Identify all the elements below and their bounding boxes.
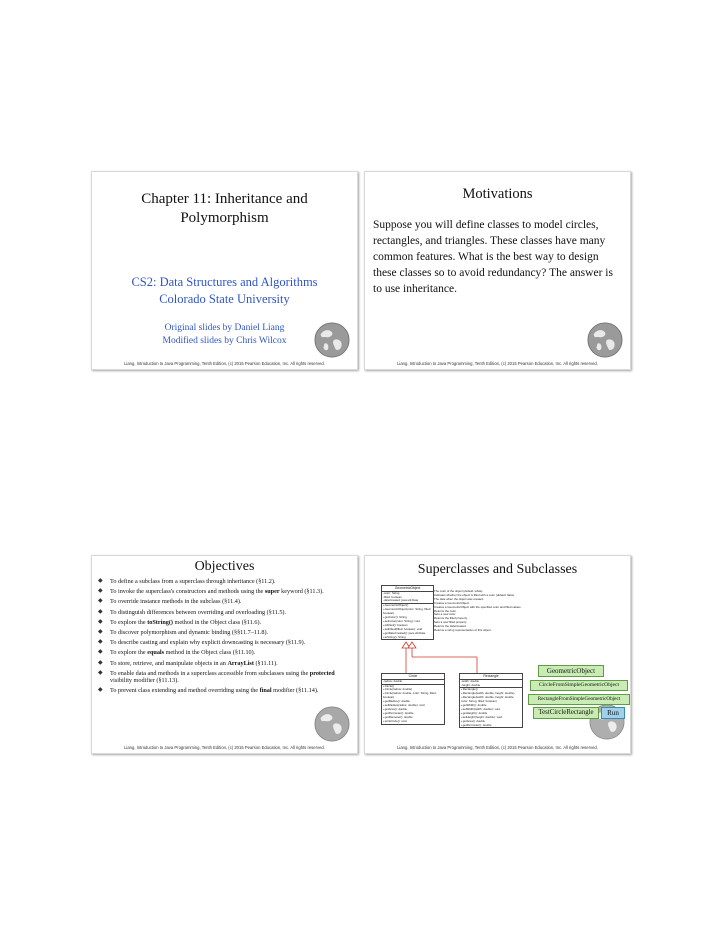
test-circle-rectangle-link-button[interactable]: TestCircleRectangle bbox=[533, 707, 599, 719]
diamond-bullet-icon: ◆ bbox=[98, 649, 103, 656]
slide-body: Suppose you will define classes to model circles, rectangles, and triangles. These classes have many common features. What is the best way to design these classes so to avoid redundancy? The answer is to use inheritance. bbox=[373, 219, 613, 295]
uml-fields: -radius: double bbox=[382, 680, 444, 685]
rectangle-from-simple-link-button[interactable]: RectangleFromSimpleGeometricObject bbox=[528, 694, 630, 705]
title-line-2: Polymorphism bbox=[180, 210, 269, 226]
diamond-bullet-icon: ◆ bbox=[98, 598, 103, 605]
uml-class-name: Rectangle bbox=[460, 674, 522, 680]
title-line-1: Chapter 11: Inheritance and bbox=[141, 191, 308, 207]
list-item: ◆ To prevent class extending and method overriding using the final modifier (§11.14). bbox=[98, 687, 319, 695]
modified-credit: Modified slides by Chris Wilcox bbox=[162, 336, 287, 346]
slide-footer: Liang, Introduction to Java Programming, Tenth Edition, (c) 2015 Pearson Education, Inc. All rights reserved. bbox=[124, 360, 325, 366]
diamond-bullet-icon: ◆ bbox=[98, 588, 103, 595]
slide-3 bbox=[91, 555, 358, 754]
globe-icon bbox=[313, 705, 351, 743]
list-item: ◆ To discover polymorphism and dynamic binding (§§11.7–11.8). bbox=[98, 628, 269, 636]
slide-footer: Liang, Introduction to Java Programming, Tenth Edition, (c) 2015 Pearson Education, Inc. All rights reserved. bbox=[124, 744, 325, 750]
circle-arrowhead bbox=[402, 642, 410, 648]
rectangle-arrowhead bbox=[408, 642, 416, 648]
globe-icon bbox=[586, 321, 624, 359]
uml-class-name: Circle bbox=[382, 674, 444, 680]
slide-4 bbox=[364, 555, 631, 754]
circle-uml-box bbox=[381, 673, 445, 725]
list-item: ◆ To override instance methods in the subclass (§11.4). bbox=[98, 598, 242, 606]
list-item: ◆ To distinguish differences between overriding and overloading (§11.5). bbox=[98, 608, 287, 616]
course-name: CS2: Data Structures and Algorithms bbox=[131, 275, 318, 289]
geometric-object-uml-box bbox=[381, 585, 434, 640]
list-item: ◆ To describe casting and explain why explicit downcasting is necessary (§11.9). bbox=[98, 639, 306, 647]
diamond-bullet-icon: ◆ bbox=[98, 639, 103, 646]
original-credit: Original slides by Daniel Liang bbox=[164, 323, 285, 333]
uml-fields: -width: double -height: double bbox=[460, 680, 522, 689]
uml-descriptions: The color of the object (default: white). Indicates whether the object is filled with a color (default: false). The date when the object was created. Creates a GeometricObject. Creates a GeometricObject with the specified color and filled values. Returns the color. Sets a new color. Returns the filled property. Sets a new filled property. Returns the dateCreated. Returns a string representation of this object. bbox=[434, 589, 522, 633]
list-item: ◆ To enable data and methods in a superclass accessible from subclasses using the protected visibility modifier (§11.13). bbox=[98, 669, 335, 685]
slide-title bbox=[92, 190, 357, 228]
list-item: ◆ To invoke the superclass's constructors and methods using the super keyword (§11.3). bbox=[98, 588, 324, 596]
diamond-bullet-icon: ◆ bbox=[98, 687, 103, 694]
uml-methods: +Rectangle() +Rectangle(width: double, height: double) +Rectangle(width: double, height: double, color: String, filled: boolean) +getWidth(): double +setWidth(width: double): void +getHeight(): double +setHeight(height: double): void +getArea(): double +getPerimeter(): double bbox=[461, 687, 515, 727]
slide-1 bbox=[91, 171, 358, 370]
diamond-bullet-icon: ◆ bbox=[98, 578, 103, 584]
uml-class-name: GeometricObject bbox=[382, 586, 433, 592]
list-item: ◆ To explore the toString() method in the Object class (§11.6). bbox=[98, 618, 262, 626]
run-button[interactable]: Run bbox=[601, 707, 625, 719]
slide-footer: Liang, Introduction to Java Programming, Tenth Edition, (c) 2015 Pearson Education, Inc. All rights reserved. bbox=[397, 744, 598, 750]
uml-fields: -color: String -filled: boolean -dateCreated: java.util.Date bbox=[382, 592, 433, 605]
uml-methods: +GeometricObject() +GeometricObject(color: String, filled: boolean) +getColor(): String +setColor(color: String): void +isFilled(): boolean +setFilled(filled: boolean): void +getDateCreated(): java.util.Date +toString(): String bbox=[383, 603, 432, 639]
diamond-bullet-icon: ◆ bbox=[98, 628, 103, 635]
list-item: ◆ To explore the equals method in the Object class (§11.10). bbox=[98, 649, 256, 657]
diamond-bullet-icon: ◆ bbox=[98, 659, 103, 666]
slide-title: Superclasses and Subclasses bbox=[417, 562, 578, 577]
slide-2 bbox=[364, 171, 631, 370]
geometric-object-link-button[interactable]: GeometricObject bbox=[538, 665, 604, 677]
list-item: ◆ To define a subclass from a superclass through inheritance (§11.2). bbox=[98, 578, 276, 585]
globe-icon bbox=[313, 321, 351, 359]
university-name: Colorado State University bbox=[159, 292, 290, 306]
diamond-bullet-icon: ◆ bbox=[98, 608, 103, 615]
objectives-list bbox=[97, 578, 351, 698]
rectangle-uml-box bbox=[459, 673, 523, 728]
slide-title: Motivations bbox=[462, 186, 533, 202]
uml-methods: +Circle() +Circle(radius: double) +Circle(radius: double, color: String, filled: boolean) +getRadius(): double +setRadius(radius: double): void +getArea(): double +getPerimeter(): double +getDiameter(): double +printCircle(): void bbox=[383, 683, 437, 723]
diamond-bullet-icon: ◆ bbox=[98, 618, 103, 625]
diamond-bullet-icon: ◆ bbox=[98, 669, 103, 676]
circle-from-simple-link-button[interactable]: CircleFromSimpleGeometricObject bbox=[530, 680, 628, 691]
course-info bbox=[92, 274, 357, 308]
slide-footer: Liang, Introduction to Java Programming, Tenth Edition, (c) 2015 Pearson Education, Inc. All rights reserved. bbox=[397, 360, 598, 366]
slide-title: Objectives bbox=[194, 559, 255, 574]
list-item: ◆ To store, retrieve, and manipulate objects in an ArrayList (§11.11). bbox=[98, 659, 278, 667]
